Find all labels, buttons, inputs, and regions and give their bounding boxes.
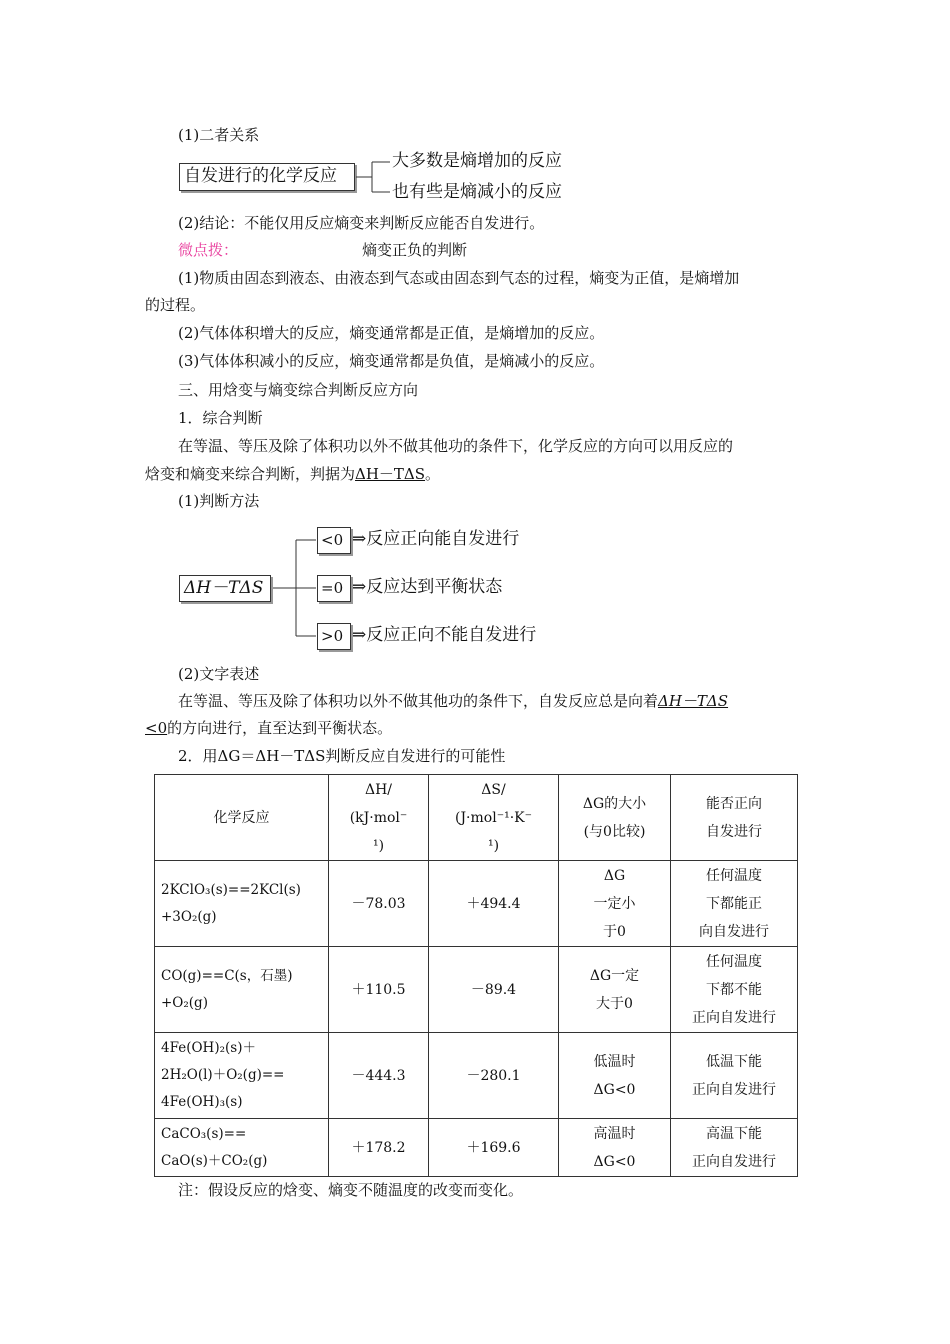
relation-branch-2: 也有些是熵减小的反应 bbox=[392, 182, 562, 202]
table-cell: 任何温度 下都能正 向自发进行 bbox=[671, 861, 798, 947]
cond-lt: <0 bbox=[321, 531, 344, 549]
table-row bbox=[155, 1033, 798, 1119]
section-3-title: 三、用焓变与熵变综合判断反应方向 bbox=[178, 381, 419, 399]
para-1-end: 。 bbox=[425, 465, 441, 483]
table-cell: 任何温度 下都不能 正向自发进行 bbox=[671, 947, 798, 1033]
word-line-b bbox=[145, 718, 392, 738]
table-header-row bbox=[155, 775, 798, 861]
cond-box-gt bbox=[317, 623, 351, 650]
table-cell: －280.1 bbox=[429, 1033, 559, 1119]
para-1-line-b bbox=[145, 464, 440, 484]
word-title: (2)文字表述 bbox=[178, 665, 260, 683]
table-cell: －444.3 bbox=[329, 1033, 429, 1119]
table-cell: ＋494.4 bbox=[429, 861, 559, 947]
cond-eq-result: ⇒反应达到平衡状态 bbox=[352, 577, 503, 597]
cond-eq: =0 bbox=[321, 579, 344, 597]
table-row bbox=[155, 1119, 798, 1177]
tip-1-line-b: 的过程。 bbox=[145, 296, 206, 314]
table-cell: CO(g)==C(s，石墨) +O₂(g) bbox=[155, 947, 329, 1033]
cond-gt-result: ⇒反应正向不能自发进行 bbox=[352, 625, 537, 645]
tip-title: 熵变正负的判断 bbox=[362, 241, 468, 259]
table-cell: 低温时 ΔG<0 bbox=[559, 1033, 671, 1119]
table-header: 化学反应 bbox=[155, 775, 329, 861]
table-header: ΔG的大小 (与0比较) bbox=[559, 775, 671, 861]
tip-3: (3)气体体积减小的反应，熵变通常都是负值，是熵减小的反应。 bbox=[178, 352, 605, 370]
table-cell: ΔG 一定小 于0 bbox=[559, 861, 671, 947]
table-cell: ＋178.2 bbox=[329, 1119, 429, 1177]
subsection-2: 2．用ΔG＝ΔH－TΔS判断反应自发进行的可能性 bbox=[178, 747, 506, 765]
method-box-label: ΔH－TΔS bbox=[184, 578, 264, 598]
table-note: 注：假设反应的焓变、熵变不随温度的改变而变化。 bbox=[178, 1181, 524, 1199]
word-condition: <0 bbox=[145, 719, 168, 737]
word-line-a bbox=[178, 691, 728, 711]
word-end: 的方向进行，直至达到平衡状态。 bbox=[167, 719, 393, 737]
criterion-formula: ΔH－TΔS bbox=[355, 465, 426, 483]
cond-lt-result: ⇒反应正向能自发进行 bbox=[352, 529, 520, 549]
table-cell: －78.03 bbox=[329, 861, 429, 947]
table-cell: 2KClO₃(s)==2KCl(s) +3O₂(g) bbox=[155, 861, 329, 947]
table-cell: 高温下能 正向自发进行 bbox=[671, 1119, 798, 1177]
relation-box-label: 自发进行的化学反应 bbox=[184, 166, 337, 186]
table-cell: 4Fe(OH)₂(s)＋ 2H₂O(l)＋O₂(g)== 4Fe(OH)₃(s) bbox=[155, 1033, 329, 1119]
cond-box-lt bbox=[317, 527, 351, 554]
method-box bbox=[179, 575, 271, 602]
tip-label: 微点拨： bbox=[178, 241, 239, 259]
table-header: ΔS/ (J·mol⁻¹·K⁻ ¹) bbox=[429, 775, 559, 861]
table-cell: 低温下能 正向自发进行 bbox=[671, 1033, 798, 1119]
conclusion: (2)结论：不能仅用反应熵变来判断反应能否自发进行。 bbox=[178, 214, 545, 232]
cond-box-eq bbox=[317, 575, 351, 602]
word-text: 在等温、等压及除了体积功以外不做其他功的条件下，自发反应总是向着 bbox=[178, 692, 659, 710]
method-title: (1)判断方法 bbox=[178, 492, 260, 510]
tip-1-line-a: (1)物质由固态到液态、由液态到气态或由固态到气态的过程，熵变为正值，是熵增加 bbox=[178, 269, 740, 287]
table-cell: CaCO₃(s)== CaO(s)＋CO₂(g) bbox=[155, 1119, 329, 1177]
table-cell: ＋110.5 bbox=[329, 947, 429, 1033]
para-1-text: 焓变和熵变来综合判断，判据为 bbox=[145, 465, 356, 483]
relation-title: (1)二者关系 bbox=[178, 126, 260, 144]
para-1-line-a: 在等温、等压及除了体积功以外不做其他功的条件下，化学反应的方向可以用反应的 bbox=[178, 437, 734, 455]
table-header: 能否正向 自发进行 bbox=[671, 775, 798, 861]
tip-2: (2)气体体积增大的反应，熵变通常都是正值，是熵增加的反应。 bbox=[178, 324, 605, 342]
table-row bbox=[155, 861, 798, 947]
cond-gt: >0 bbox=[321, 627, 344, 645]
table-row bbox=[155, 947, 798, 1033]
reaction-table bbox=[154, 774, 798, 1177]
table-header: ΔH/ (kJ·mol⁻ ¹) bbox=[329, 775, 429, 861]
word-formula: ΔH－TΔS bbox=[658, 692, 729, 710]
table-cell: 高温时 ΔG<0 bbox=[559, 1119, 671, 1177]
table-cell: －89.4 bbox=[429, 947, 559, 1033]
relation-branch-1: 大多数是熵增加的反应 bbox=[392, 151, 562, 171]
table-cell: ＋169.6 bbox=[429, 1119, 559, 1177]
table-cell: ΔG一定 大于0 bbox=[559, 947, 671, 1033]
subsection-1: 1．综合判断 bbox=[178, 409, 263, 427]
